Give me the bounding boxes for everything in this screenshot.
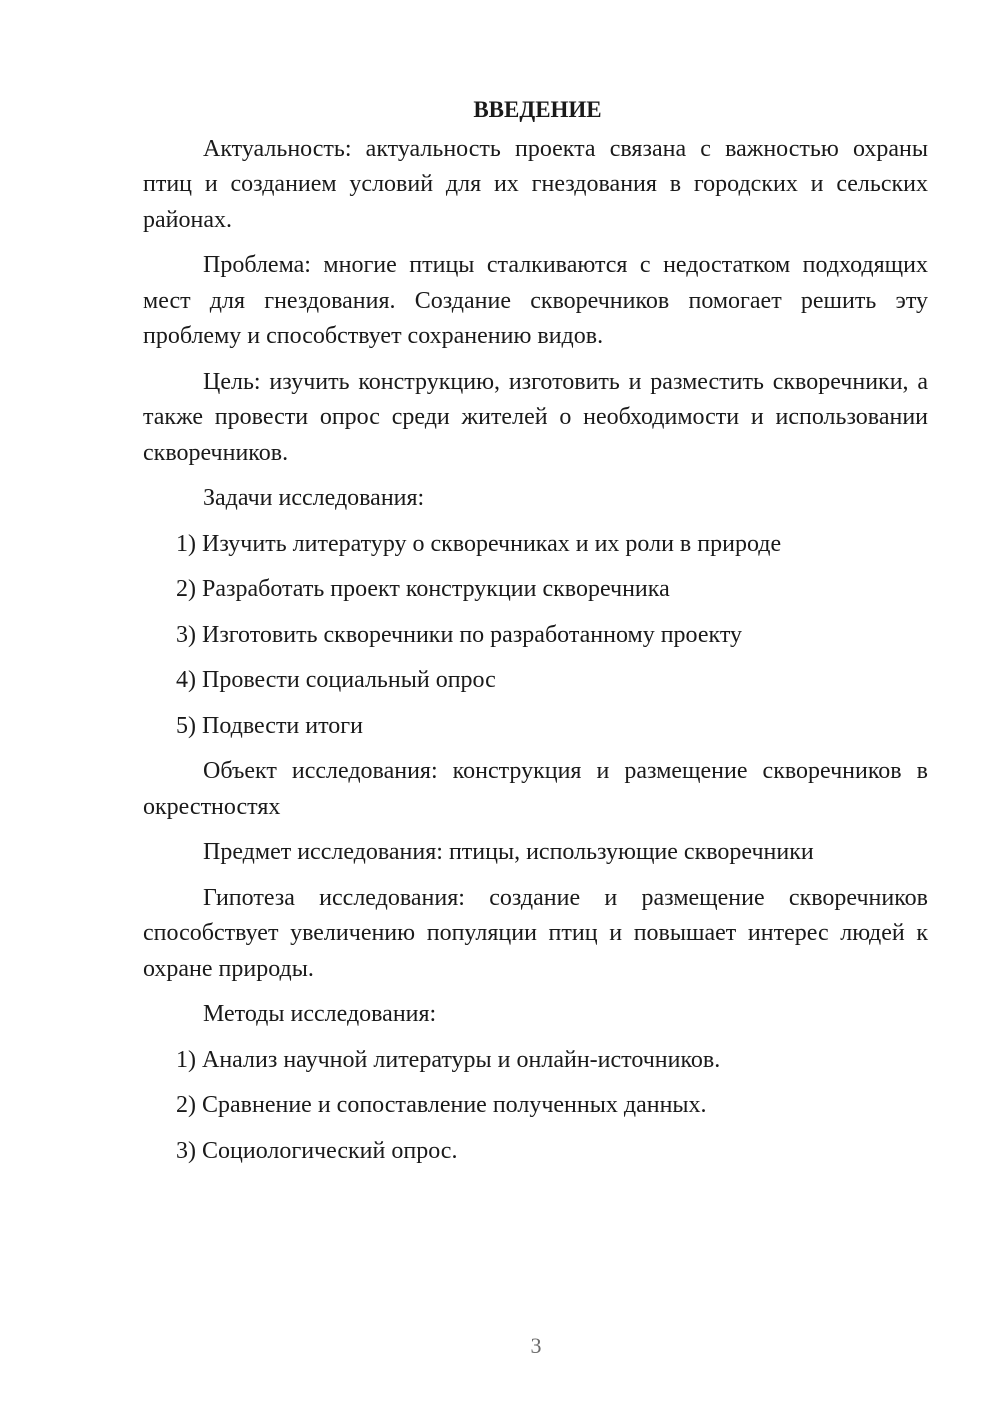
object-paragraph: Объект исследования: конструкция и размещение скворечников в окрестностях <box>143 758 928 820</box>
list-item: 4) Провести социальный опрос <box>176 667 496 693</box>
list-item: 1) Анализ научной литературы и онлайн-источников. <box>176 1046 721 1073</box>
hypothesis-paragraph: Гипотеза исследования: создание и размещение скворечников способствует увеличению популяции птиц и повышает интерес людей к охране природы. <box>143 884 928 982</box>
list-item: 5) Подвести итоги <box>176 712 363 739</box>
list-item: 2) Сравнение и сопоставление полученных данных. <box>176 1092 707 1118</box>
methods-heading: Методы исследования: <box>203 1001 437 1027</box>
problem-paragraph: Проблема: многие птицы сталкиваются с недостатком подходящих мест для гнездования. Создание скворечников помогает решить эту проблему и способствует сохранению видов. <box>143 252 928 349</box>
methods-list <box>143 1043 928 1170</box>
page-number: 3 <box>530 1333 542 1358</box>
relevance-paragraph: Актуальность: актуальность проекта связана с важностью охраны птиц и созданием условий для их гнездования в городских и сельских районах. <box>143 135 928 233</box>
list-item: 3) Изготовить скворечники по разработанному проекту <box>176 621 742 648</box>
section-title: ВВЕДЕНИЕ <box>473 97 602 122</box>
list-item: 3) Социологический опрос. <box>176 1137 458 1164</box>
goal-paragraph: Цель: изучить конструкцию, изготовить и разместить скворечники, а также провести опрос среди жителей о необходимости и использовании скворечников. <box>143 368 928 466</box>
tasks-heading: Задачи исследования: <box>203 485 425 511</box>
list-item: 1) Изучить литературу о скворечниках и их роли в природе <box>176 530 782 557</box>
document-body <box>143 92 928 1179</box>
tasks-list <box>143 527 928 745</box>
subject-paragraph: Предмет исследования: птицы, использующие скворечники <box>203 839 814 865</box>
list-item: 2) Разработать проект конструкции скворечника <box>176 576 670 602</box>
